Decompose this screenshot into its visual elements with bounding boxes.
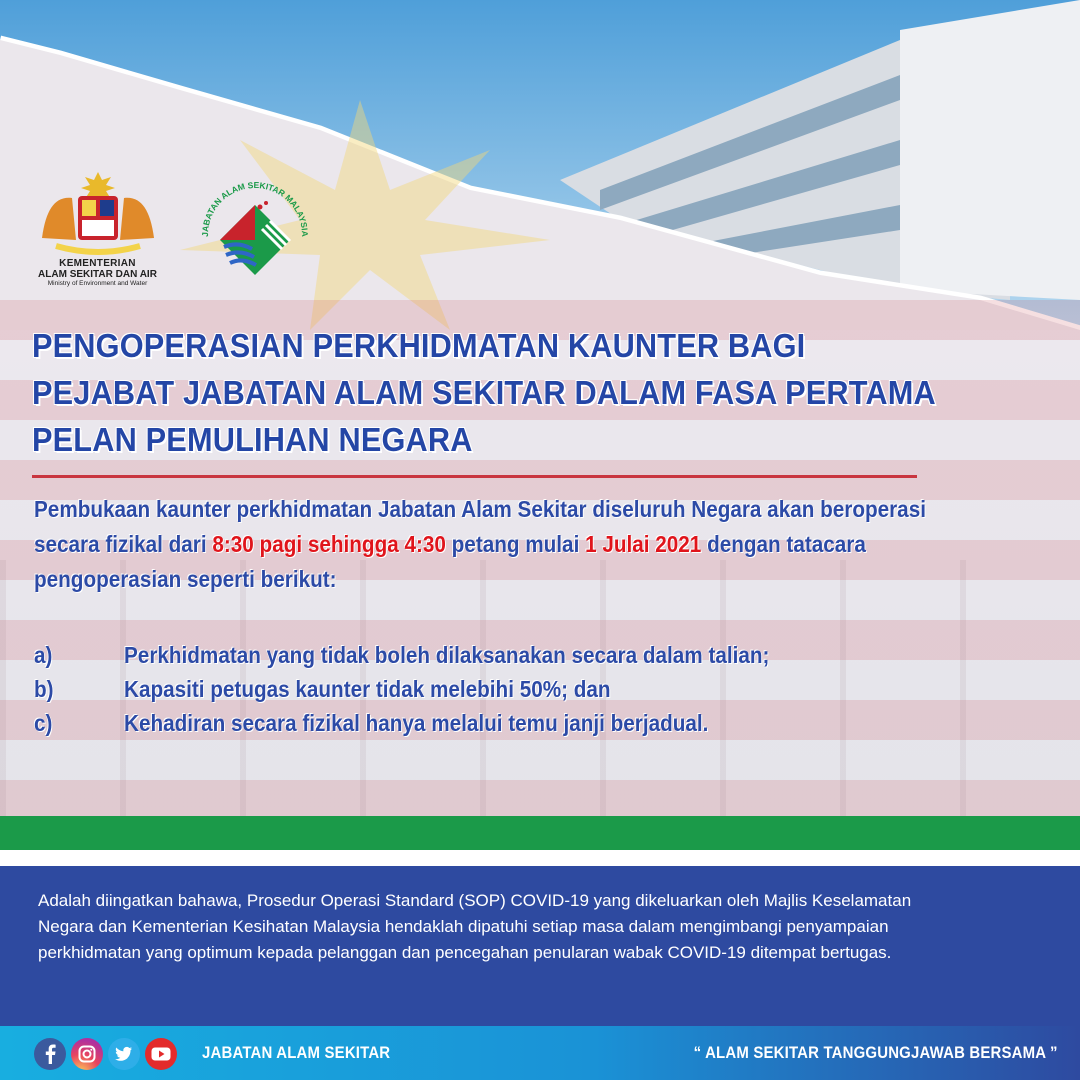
start-date-highlight: 1 Julai 2021: [585, 531, 702, 557]
list-item-marker: a): [34, 642, 53, 668]
list-item-text: Perkhidmatan yang tidak boleh dilaksanakan secara dalam talian;: [124, 642, 770, 668]
sop-notice-text: Adalah diingatkan bahawa, Prosedur Operasi Standard (SOP) COVID-19 yang dikeluarkan oleh Majlis Keselamatan Negara dan Kementerian Kesihatan Malaysia hendaklah dipatuhi setiap masa dalam mengimbangi penyampaian perkhidmatan yang optimum kepada pelanggan dan pencegahan penularan wabak COVID-19 ditempat bertugas.: [38, 891, 912, 962]
intro-text-part2: petang mulai: [445, 531, 586, 557]
twitter-icon[interactable]: [108, 1038, 140, 1070]
social-links: [34, 1038, 177, 1070]
jas-emblem-icon: [190, 165, 320, 295]
footer-org-name: JABATAN ALAM SEKITAR: [202, 1043, 391, 1062]
youtube-icon[interactable]: [145, 1038, 177, 1070]
title-line-2: PEJABAT JABATAN ALAM SEKITAR DALAM FASA PERTAMA: [32, 374, 936, 411]
list-item: [34, 672, 979, 706]
jas-arc-text: JABATAN ALAM SEKITAR MALAYSIA: [199, 179, 311, 237]
ministry-name-line1: KEMENTERIAN: [59, 258, 136, 269]
department-logo: [190, 165, 320, 295]
page-title: [32, 322, 962, 463]
footer-tagline: “ ALAM SEKITAR TANGGUNGJAWAB BERSAMA ”: [693, 1043, 1058, 1062]
instagram-icon[interactable]: [71, 1038, 103, 1070]
title-divider: [32, 475, 917, 478]
list-item-text: Kehadiran secara fizikal hanya melalui temu janji berjadual.: [124, 710, 709, 736]
title-line-3: PELAN PEMULIHAN NEGARA: [32, 421, 473, 458]
list-item: [34, 638, 979, 672]
green-divider-band: [0, 816, 1080, 850]
list-item-marker: b): [34, 676, 54, 702]
ministry-name-english: Ministry of Environment and Water: [47, 280, 148, 287]
list-item-text: Kapasiti petugas kaunter tidak melebihi 50%; dan: [124, 676, 611, 702]
ministry-logo: [30, 168, 165, 287]
list-item-marker: c): [34, 710, 53, 736]
list-item: [34, 706, 979, 740]
ministry-name-line2: ALAM SEKITAR DAN AIR: [38, 269, 157, 280]
facebook-icon[interactable]: [34, 1038, 66, 1070]
conditions-list: [34, 638, 979, 740]
coat-of-arms-icon: [36, 168, 160, 256]
intro-paragraph: [34, 492, 988, 597]
title-line-1: PENGOPERASIAN PERKHIDMATAN KAUNTER BAGI: [32, 327, 806, 364]
intro-text-part1: Pembukaan kaunter perkhidmatan Jabatan Alam Sekitar diseluruh Negara akan beroperasi secara fizikal dari: [34, 496, 926, 557]
operating-hours-highlight: 8:30 pagi sehingga 4:30: [212, 531, 446, 557]
intro-text-part3: dengan tatacara pengoperasian seperti berikut:: [34, 531, 866, 592]
white-divider-band: [0, 850, 1080, 866]
